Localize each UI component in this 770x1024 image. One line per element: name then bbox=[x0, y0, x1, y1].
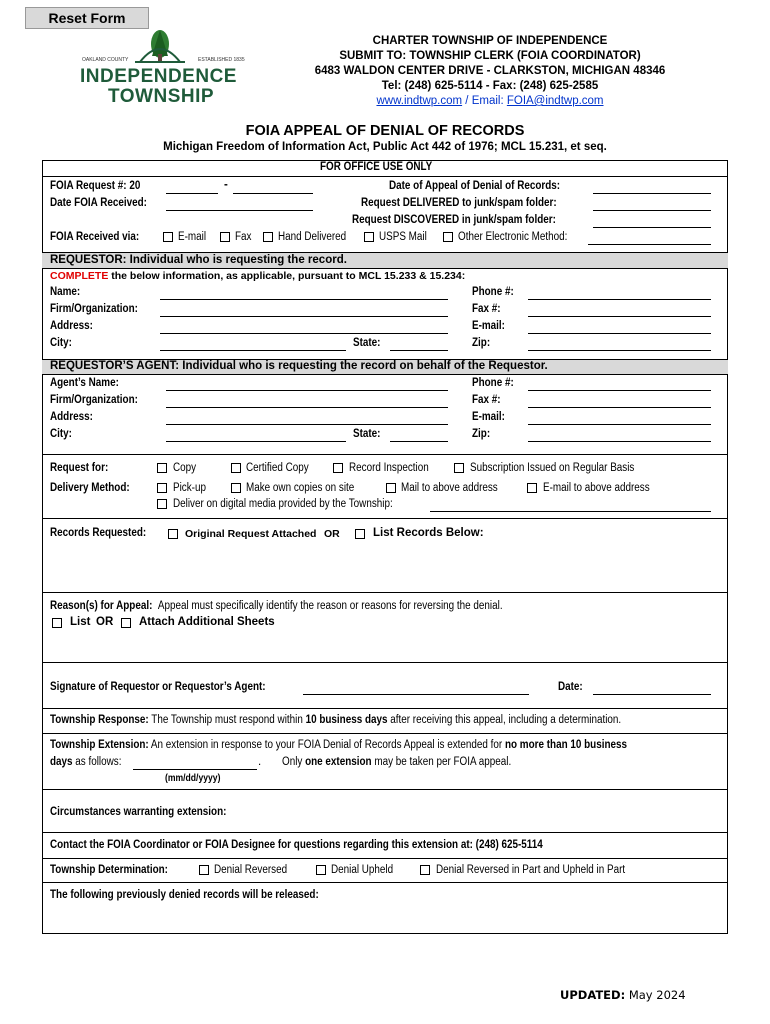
agent-phone-field[interactable] bbox=[528, 390, 711, 391]
extension-only-bold: one extension bbox=[305, 756, 372, 768]
via-fax-label: Fax bbox=[235, 231, 252, 243]
requestor-fax-label: Fax #: bbox=[472, 303, 501, 315]
requestor-city-label: City: bbox=[50, 337, 72, 349]
response-line bbox=[50, 714, 621, 726]
agent-zip-field[interactable] bbox=[528, 441, 711, 442]
attach-sheets-checkbox[interactable] bbox=[121, 618, 131, 628]
requestor-state-field[interactable] bbox=[390, 350, 448, 351]
requestor-name-label: Name: bbox=[50, 286, 81, 298]
divider bbox=[42, 662, 728, 663]
digital-media-field[interactable] bbox=[430, 511, 711, 512]
agent-state-field[interactable] bbox=[390, 441, 448, 442]
date-received-field[interactable] bbox=[166, 210, 313, 211]
svg-text:ESTABLISHED 1835: ESTABLISHED 1835 bbox=[198, 57, 245, 63]
reversed-in-part-checkbox[interactable] bbox=[420, 865, 430, 875]
denial-upheld-checkbox[interactable] bbox=[316, 865, 326, 875]
original-attached-checkbox[interactable] bbox=[168, 529, 178, 539]
response-pre: The Township must respond within bbox=[148, 714, 306, 726]
extension-label: Township Extension: bbox=[50, 739, 149, 751]
signature-label: Signature of Requestor or Requestor’s Agent: bbox=[50, 681, 266, 693]
updated-label: UPDATED: bbox=[560, 988, 626, 1002]
determination-label: Township Determination: bbox=[50, 864, 168, 876]
divider bbox=[42, 708, 728, 709]
header-line4: Tel: (248) 625-5114 - Fax: (248) 625-2585 bbox=[381, 80, 599, 92]
delivery-method-label: Delivery Method: bbox=[50, 482, 130, 494]
agent-fax-label: Fax #: bbox=[472, 394, 501, 406]
request-for-label: Request for: bbox=[50, 462, 109, 474]
own-copies-label: Make own copies on site bbox=[246, 482, 355, 494]
record-inspection-checkbox[interactable] bbox=[333, 463, 343, 473]
updated-value: May 2024 bbox=[625, 988, 686, 1002]
via-other-checkbox[interactable] bbox=[443, 232, 453, 242]
via-email-label: E-mail bbox=[178, 231, 207, 243]
copy-label: Copy bbox=[173, 462, 197, 474]
extension-bold: no more than 10 business bbox=[504, 739, 627, 751]
extension-only-post: may be taken per FOIA appeal. bbox=[371, 756, 512, 768]
delivered-junk-label: Request DELIVERED to junk/spam folder: bbox=[361, 197, 557, 209]
digital-media-label: Deliver on digital media provided by the Township: bbox=[173, 498, 393, 510]
updated-footer bbox=[560, 988, 686, 1002]
circumstances-label: Circumstances warranting extension: bbox=[50, 806, 227, 818]
extension-as-follows: as follows: bbox=[72, 756, 122, 768]
requestor-zip-field[interactable] bbox=[528, 350, 711, 351]
requestor-fax-field[interactable] bbox=[528, 316, 711, 317]
requestor-address-field[interactable] bbox=[160, 333, 448, 334]
requestor-email-label: E-mail: bbox=[472, 320, 505, 332]
township-logo bbox=[80, 26, 250, 110]
agent-city-label: City: bbox=[50, 428, 72, 440]
request-number-field-b[interactable] bbox=[233, 193, 313, 194]
reasons-list-label: List bbox=[70, 616, 91, 628]
record-inspection-label: Record Inspection bbox=[349, 462, 429, 474]
logo-line2: TOWNSHIP bbox=[108, 86, 215, 107]
extension-dot: . bbox=[258, 756, 262, 768]
via-email-checkbox[interactable] bbox=[163, 232, 173, 242]
agent-address-field[interactable] bbox=[166, 424, 448, 425]
agent-state-label: State: bbox=[353, 428, 381, 440]
denial-reversed-label: Denial Reversed bbox=[214, 864, 288, 876]
certified-copy-checkbox[interactable] bbox=[231, 463, 241, 473]
mail-label: Mail to above address bbox=[401, 482, 498, 494]
date-received-label: Date FOIA Received: bbox=[50, 197, 147, 209]
agent-firm-label: Firm/Organization: bbox=[50, 394, 138, 406]
extension-days: days bbox=[50, 756, 73, 768]
reset-form-button[interactable]: Reset Form bbox=[25, 7, 149, 29]
header-line2: SUBMIT TO: TOWNSHIP CLERK (FOIA COORDINATOR) bbox=[339, 50, 641, 62]
svg-text:OAKLAND COUNTY: OAKLAND COUNTY bbox=[82, 57, 129, 63]
reasons-text: Appeal must specifically identify the reason or reasons for reversing the denial. bbox=[157, 600, 503, 612]
requestor-state-label: State: bbox=[353, 337, 381, 349]
original-attached-label: Original Request Attached bbox=[185, 528, 317, 540]
response-bold: 10 business days bbox=[305, 714, 388, 726]
request-number-dash: - bbox=[224, 179, 228, 191]
requestor-email-field[interactable] bbox=[528, 333, 711, 334]
header-line1: CHARTER TOWNSHIP OF INDEPENDENCE bbox=[372, 35, 608, 47]
via-usps-label: USPS Mail bbox=[379, 231, 427, 243]
signature-date-field[interactable] bbox=[593, 694, 711, 695]
request-number-label: FOIA Request #: 20 bbox=[50, 180, 141, 192]
agent-email-label: E-mail: bbox=[472, 411, 505, 423]
office-heading: FOR OFFICE USE ONLY bbox=[320, 161, 433, 173]
divider bbox=[42, 832, 728, 833]
email-delivery-checkbox[interactable] bbox=[527, 483, 537, 493]
website-link[interactable]: www.indtwp.com bbox=[376, 95, 463, 107]
attach-sheets-label: Attach Additional Sheets bbox=[139, 616, 275, 628]
email-delivery-label: E-mail to above address bbox=[543, 482, 650, 494]
subscription-checkbox[interactable] bbox=[454, 463, 464, 473]
requestor-phone-field[interactable] bbox=[528, 299, 711, 300]
mail-checkbox[interactable] bbox=[386, 483, 396, 493]
form-title: FOIA APPEAL OF DENIAL OF RECORDS bbox=[245, 123, 525, 139]
agent-name-field[interactable] bbox=[166, 390, 448, 391]
copy-checkbox[interactable] bbox=[157, 463, 167, 473]
agent-zip-label: Zip: bbox=[472, 428, 491, 440]
response-post: after receiving this appeal, including a determination. bbox=[387, 714, 622, 726]
delivered-junk-field[interactable] bbox=[593, 210, 711, 211]
reasons-line bbox=[50, 600, 503, 612]
agent-email-field[interactable] bbox=[528, 424, 711, 425]
contact-line: Contact the FOIA Coordinator or FOIA Designee for questions regarding this extension at: (248) 625-5114 bbox=[50, 839, 543, 851]
records-requested-label: Records Requested: bbox=[50, 527, 147, 539]
divider bbox=[42, 733, 728, 734]
extension-only-line bbox=[282, 756, 511, 768]
extension-line1 bbox=[50, 739, 627, 751]
reversed-in-part-label: Denial Reversed in Part and Upheld in Part bbox=[436, 864, 626, 876]
requestor-firm-label: Firm/Organization: bbox=[50, 303, 138, 315]
extension-line2 bbox=[50, 756, 121, 768]
via-usps-checkbox[interactable] bbox=[364, 232, 374, 242]
signature-date-label: Date: bbox=[558, 681, 583, 693]
pickup-checkbox[interactable] bbox=[157, 483, 167, 493]
date-format-hint: (mm/dd/yyyy) bbox=[165, 773, 221, 784]
divider bbox=[42, 858, 728, 859]
agent-address-label: Address: bbox=[50, 411, 93, 423]
complete-instruction bbox=[50, 270, 465, 282]
divider bbox=[42, 789, 728, 790]
requestor-zip-label: Zip: bbox=[472, 337, 491, 349]
requestor-city-field[interactable] bbox=[160, 350, 346, 351]
requestor-address-label: Address: bbox=[50, 320, 93, 332]
extension-only-pre: Only bbox=[282, 756, 306, 768]
form-subtitle: Michigan Freedom of Information Act, Public Act 442 of 1976; MCL 15.231, et seq. bbox=[163, 141, 607, 153]
via-hand-checkbox[interactable] bbox=[263, 232, 273, 242]
agent-heading: REQUESTOR’S AGENT: Individual who is requesting the record on behalf of the Requestor. bbox=[50, 360, 548, 372]
logo-line1: INDEPENDENCE bbox=[80, 66, 237, 87]
agent-phone-label: Phone #: bbox=[472, 377, 514, 389]
discovered-junk-field[interactable] bbox=[593, 227, 711, 228]
via-other-label: Other Electronic Method: bbox=[458, 231, 568, 243]
records-or-label: OR bbox=[324, 528, 340, 540]
request-number-field-a[interactable] bbox=[166, 193, 218, 194]
released-label: The following previously denied records will be released: bbox=[50, 889, 319, 901]
received-via-label: FOIA Received via: bbox=[50, 231, 140, 243]
list-below-label: List Records Below: bbox=[373, 527, 484, 539]
list-below-checkbox[interactable] bbox=[355, 529, 365, 539]
response-label: Township Response: bbox=[50, 714, 149, 726]
complete-rest: the below information, as applicable, pursuant to MCL 15.233 & 15.234: bbox=[108, 270, 466, 282]
agent-fax-field[interactable] bbox=[528, 407, 711, 408]
date-appeal-field[interactable] bbox=[593, 193, 711, 194]
divider bbox=[42, 454, 728, 455]
extension-pre: An extension in response to your FOIA Denial of Records Appeal is extended for bbox=[148, 739, 505, 751]
requestor-phone-label: Phone #: bbox=[472, 286, 514, 298]
agent-city-field[interactable] bbox=[166, 441, 346, 442]
agent-name-label: Agent’s Name: bbox=[50, 377, 119, 389]
header-contact bbox=[300, 94, 680, 110]
signature-field[interactable] bbox=[303, 694, 529, 695]
divider bbox=[42, 592, 728, 593]
divider bbox=[42, 882, 728, 883]
reasons-label: Reason(s) for Appeal: bbox=[50, 600, 153, 612]
reasons-or-label: OR bbox=[96, 616, 114, 628]
via-fax-checkbox[interactable] bbox=[220, 232, 230, 242]
agent-firm-field[interactable] bbox=[166, 407, 448, 408]
requestor-heading: REQUESTOR: Individual who is requesting the record. bbox=[50, 254, 347, 266]
denial-upheld-label: Denial Upheld bbox=[331, 864, 394, 876]
email-link[interactable]: FOIA@indtwp.com bbox=[506, 95, 604, 107]
via-other-field[interactable] bbox=[588, 244, 711, 245]
complete-word: COMPLETE bbox=[50, 270, 109, 282]
extension-date-field[interactable] bbox=[133, 769, 257, 770]
email-separator: / Email: bbox=[462, 95, 507, 107]
denial-reversed-checkbox[interactable] bbox=[199, 865, 209, 875]
reasons-list-checkbox[interactable] bbox=[52, 618, 62, 628]
own-copies-checkbox[interactable] bbox=[231, 483, 241, 493]
date-appeal-label: Date of Appeal of Denial of Records: bbox=[389, 180, 561, 192]
requestor-firm-field[interactable] bbox=[160, 316, 448, 317]
discovered-junk-label: Request DISCOVERED in junk/spam folder: bbox=[352, 214, 556, 226]
header-line3: 6483 WALDON CENTER DRIVE - CLARKSTON, MICHIGAN 48346 bbox=[314, 65, 666, 77]
digital-media-checkbox[interactable] bbox=[157, 499, 167, 509]
pickup-label: Pick-up bbox=[173, 482, 206, 494]
subscription-label: Subscription Issued on Regular Basis bbox=[470, 462, 635, 474]
certified-copy-label: Certified Copy bbox=[246, 462, 309, 474]
via-hand-label: Hand Delivered bbox=[278, 231, 347, 243]
divider bbox=[42, 518, 728, 519]
divider bbox=[42, 176, 728, 177]
requestor-name-field[interactable] bbox=[160, 299, 448, 300]
